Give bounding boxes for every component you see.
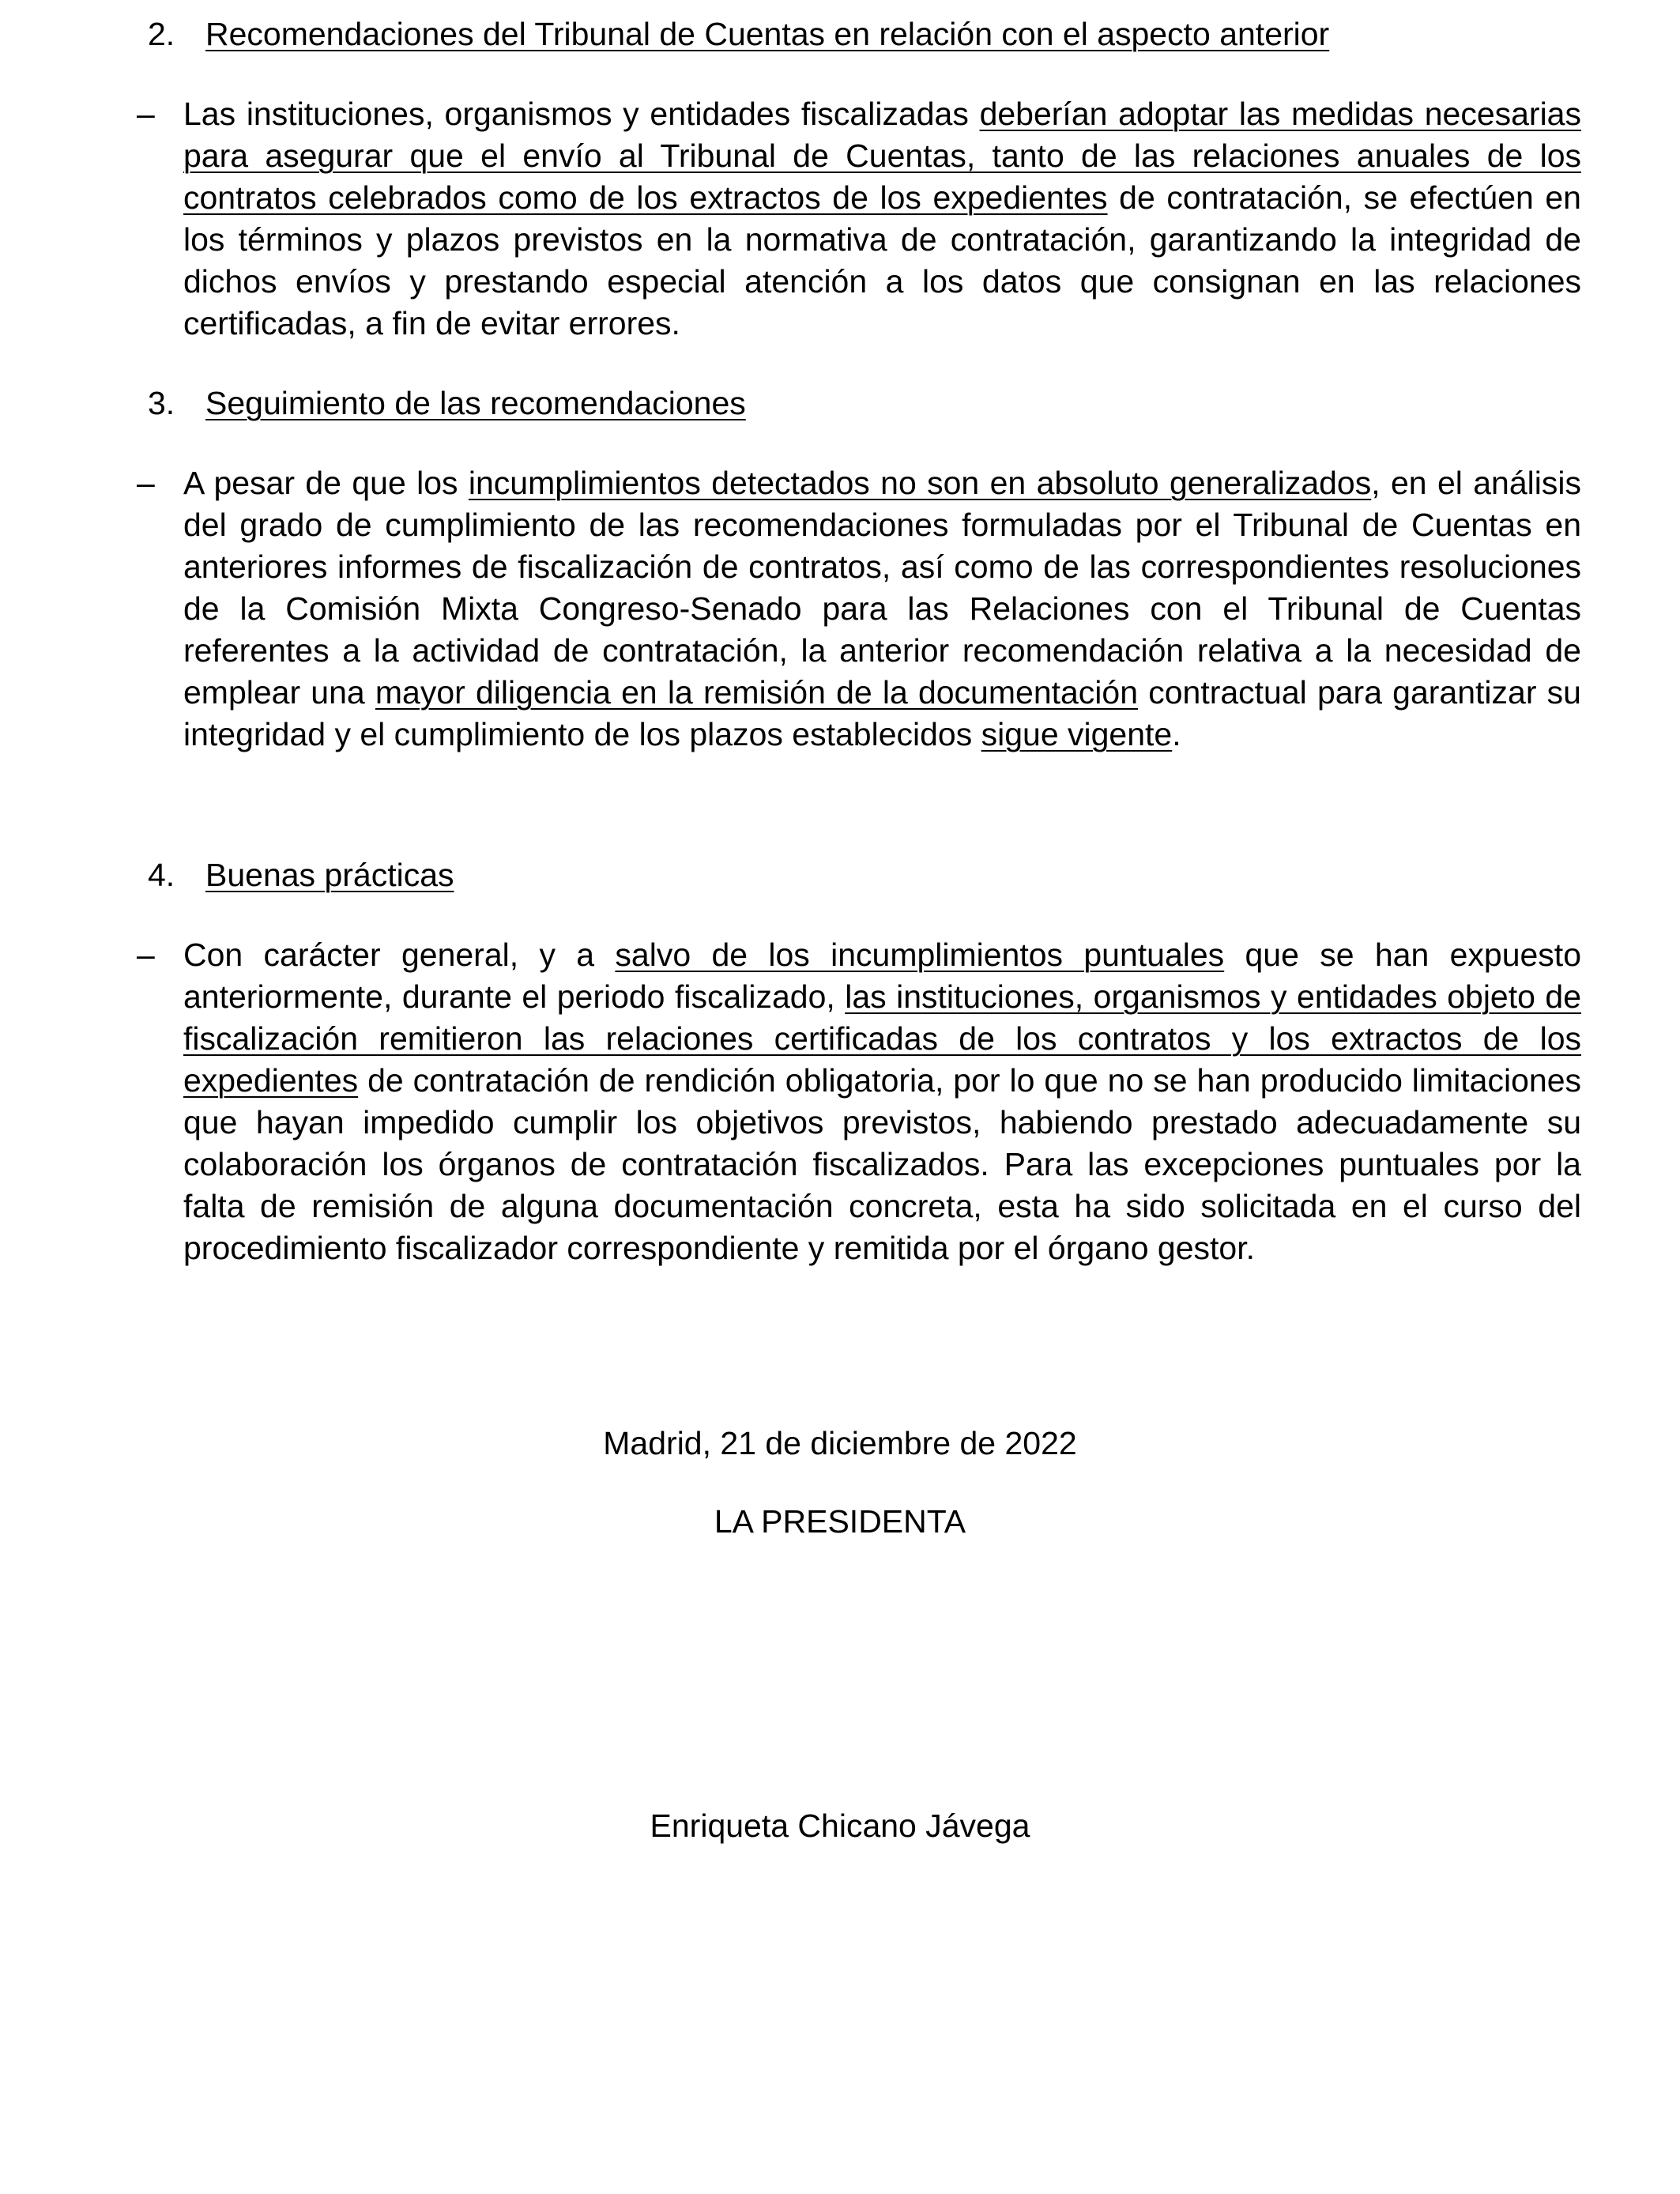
section-3-heading — [148, 383, 1610, 424]
section-4-heading — [148, 854, 1610, 896]
text-run: de contratación de rendición obligatoria, por lo que no se han producido limitaciones que hayan impedido cumplir los objetivos previstos, habiendo prestado adecuadamente su colaboración los órganos de contratación fiscalizados. Para las excepciones puntuales por la falta de remisión de alguna documentación concreta, esta ha sido solicitada en el curso del procedimiento fiscalizador correspondiente y remitida por el órgano gestor. — [183, 1062, 1581, 1266]
section-title: Seguimiento de las recomendaciones — [205, 385, 746, 421]
bullet-dash: – — [137, 465, 155, 501]
section-number: 4. — [148, 857, 175, 893]
section-3-paragraph — [183, 462, 1581, 756]
section-4-paragraph — [183, 934, 1581, 1269]
place-date: Madrid, 21 de diciembre de 2022 — [603, 1425, 1077, 1461]
signatory-name: Enriqueta Chicano Jávega — [650, 1808, 1030, 1844]
text-run: contractual para garantizar su integridad y el cumplimiento de los plazos establecidos — [183, 674, 1581, 752]
underlined-text: deberían adoptar las medidas necesarias para asegurar que el envío al Tribunal de Cuentas, tanto de las relaciones anuales de los contratos celebrados como de los extractos de los expedientes — [183, 96, 1581, 216]
signatory-role: LA PRESIDENTA — [714, 1503, 966, 1540]
bullet-dash: – — [137, 96, 155, 132]
underlined-text: sigue vigente — [981, 716, 1173, 752]
section-title: Buenas prácticas — [205, 857, 454, 893]
underlined-text: mayor diligencia en la remisión de la documentación — [375, 674, 1139, 711]
section-number: 3. — [148, 385, 175, 421]
underlined-text: incumplimientos detectados no son en absoluto generalizados — [468, 465, 1372, 501]
section-2-heading — [148, 13, 1610, 55]
bullet-dash: – — [137, 937, 155, 973]
text-run: , en el análisis del grado de cumplimiento de las recomendaciones formuladas por el Tribunal de Cuentas en anteriores informes de fiscalización de contratos, así como de las correspondientes resoluciones de la Comisión Mixta Congreso-Senado para las Relaciones con el Tribunal de Cuentas referentes a la actividad de contratación, la anterior recomendación relativa a la necesidad de emplear una — [183, 465, 1581, 711]
text-run: A pesar de que los — [183, 465, 469, 501]
underlined-text: salvo de los incumplimientos puntuales — [615, 937, 1225, 973]
text-run: . — [1172, 716, 1181, 752]
text-run: Con carácter general, y a — [183, 937, 616, 973]
text-run: que se han expuesto anteriormente, durante el periodo fiscalizado, — [183, 937, 1581, 1015]
underlined-text: las instituciones, organismos y entidades objeto de fiscalización remitieron las relaciones certificadas de los contratos y los extractos de los expedientes — [183, 978, 1581, 1099]
text-run: de contratación, se efectúen en los términos y plazos previstos en la normativa de contratación, garantizando la integridad de dichos envíos y prestando especial atención a los datos que consignan en las relaciones certificadas, a fin de evitar errores. — [183, 179, 1581, 341]
text-run: Las instituciones, organismos y entidades fiscalizadas — [183, 96, 980, 132]
section-number: 2. — [148, 16, 175, 52]
section-2-paragraph — [183, 93, 1581, 345]
section-title: Recomendaciones del Tribunal de Cuentas en relación con el aspecto anterior — [205, 16, 1330, 52]
